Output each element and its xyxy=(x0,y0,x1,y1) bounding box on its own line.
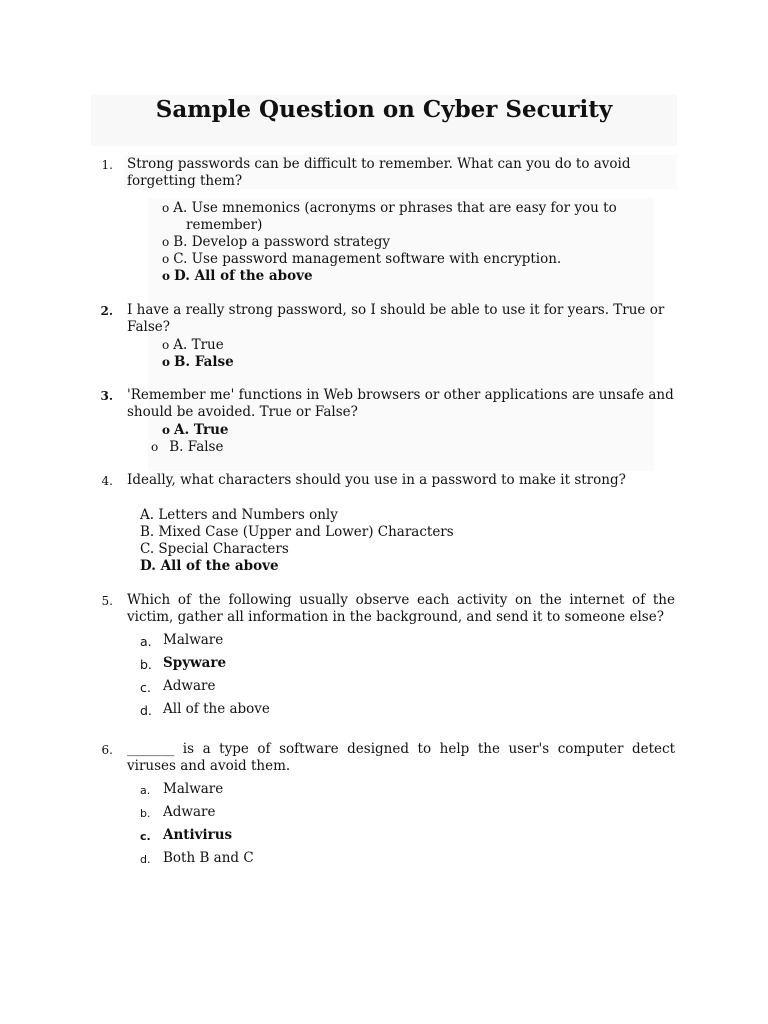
q4-option-a: A. Letters and Numbers only xyxy=(140,507,338,523)
question-3-text: 'Remember me' functions in Web browsers or other applications are unsafe and should be avoided. True or False? xyxy=(127,387,674,420)
bullet-circle-icon: o xyxy=(162,252,170,266)
question-6-text: _______ is a type of software designed to help the user's computer detect viruses and avoid them. xyxy=(127,741,675,774)
q1-option-c-text: C. Use password management software with encryption. xyxy=(173,251,562,267)
q3-option-a xyxy=(162,422,228,439)
q4-option-d: D. All of the above xyxy=(140,558,279,574)
q5-option-c-text: Adware xyxy=(163,678,216,694)
q6-option-a-letter: a. xyxy=(140,784,151,797)
q1-option-b-text: B. Develop a password strategy xyxy=(173,234,391,250)
q2-option-b-text: B. False xyxy=(174,354,234,370)
q1-option-a-line1: A. Use mnemonics (acronyms or phrases that are easy for you to xyxy=(173,200,617,216)
q1-option-b xyxy=(162,234,390,251)
q5-option-b-text: Spyware xyxy=(163,655,227,671)
q4-option-c: C. Special Characters xyxy=(140,541,289,557)
question-5-text: Which of the following usually observe each activity on the internet of the victim, gather all information in the background, and send it to someone else? xyxy=(127,592,675,625)
q6-option-c-letter: c. xyxy=(140,830,151,843)
q3-option-a-text: A. True xyxy=(174,422,229,438)
q6-option-c-text: Antivirus xyxy=(163,827,233,843)
q1-option-a xyxy=(162,200,617,217)
question-3-number: 3. xyxy=(100,389,113,403)
bullet-circle-icon: o xyxy=(162,355,171,369)
q6-option-d-text: Both B and C xyxy=(163,850,254,866)
question-1-text: Strong passwords can be difficult to remember. What can you do to avoid forgetting them? xyxy=(127,156,631,189)
q2-option-a-text: A. True xyxy=(173,337,224,353)
q6-option-d-letter: d. xyxy=(140,853,151,866)
question-2-text: I have a really strong password, so I should be able to use it for years. True or False? xyxy=(127,302,665,335)
question-4-number: 4. xyxy=(101,474,113,488)
q2-option-a xyxy=(162,337,224,354)
bullet-circle-icon: o xyxy=(162,338,170,352)
q6-option-a-text: Malware xyxy=(163,781,224,797)
bullet-circle-icon: o xyxy=(162,235,170,249)
question-2-number: 2. xyxy=(100,304,113,318)
q3-option-b-text: B. False xyxy=(169,439,224,455)
q3-option-b xyxy=(151,439,223,456)
q1-option-d xyxy=(162,268,313,285)
q6-option-b-text: Adware xyxy=(163,804,216,820)
bullet-circle-icon: o xyxy=(162,269,171,283)
question-5-number: 5. xyxy=(101,594,113,608)
bullet-circle-icon: o xyxy=(162,201,170,215)
q4-option-b: B. Mixed Case (Upper and Lower) Characters xyxy=(140,524,454,540)
q5-option-d-letter: d. xyxy=(140,703,152,718)
q1-option-c xyxy=(162,251,561,268)
question-6-number: 6. xyxy=(101,743,113,757)
q5-option-a-letter: a. xyxy=(140,634,152,649)
question-4-text: Ideally, what characters should you use in a password to make it strong? xyxy=(127,472,626,488)
bullet-circle-icon: o xyxy=(162,423,171,437)
q5-option-a-text: Malware xyxy=(163,632,224,648)
q1-option-a-line2: remember) xyxy=(186,217,263,233)
q1-option-d-text: D. All of the above xyxy=(174,268,313,284)
question-1-number: 1. xyxy=(101,158,113,172)
bullet-circle-icon: o xyxy=(151,440,159,454)
q6-option-b-letter: b. xyxy=(140,807,151,820)
q2-option-b xyxy=(162,354,234,371)
q5-option-d-text: All of the above xyxy=(163,701,270,717)
page-title: Sample Question on Cyber Security xyxy=(155,96,613,123)
q5-option-b-letter: b. xyxy=(140,657,152,672)
q5-option-c-letter: c. xyxy=(140,680,151,695)
